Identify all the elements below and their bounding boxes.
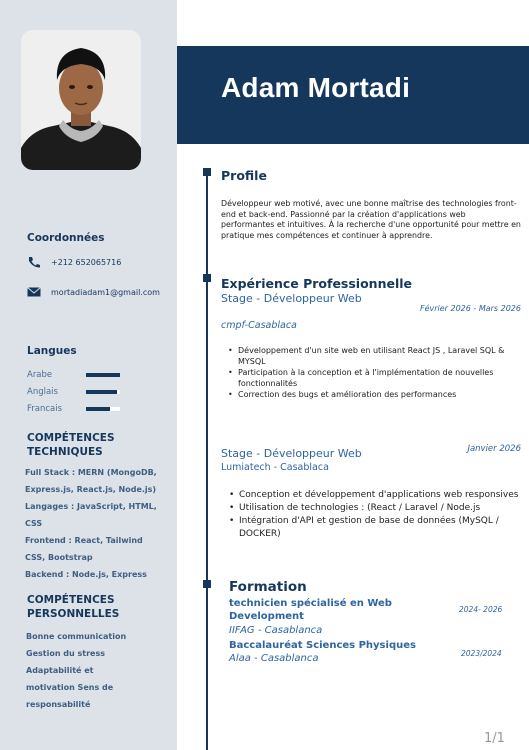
soft-skill-line: Bonne communication [26,632,127,641]
language-level-fill [86,373,120,377]
phone-number: +212 652065716 [51,257,122,267]
language-level-fill [86,407,110,411]
tech-skill-line: Langages : JavaScript, HTML, [25,502,157,511]
envelope-icon [27,286,41,298]
tech-skill-line: Backend : Node.js, Express [25,570,147,579]
language-item [27,404,157,416]
bullet-item: • Conception et développement d'applications web responsives [229,489,522,502]
degree-date: 2023/2024 [461,649,502,658]
bullet-item: • Intégration d'API et gestion de base de données (MySQL / DOCKER) [229,515,522,541]
language-level-bar [86,390,120,394]
phone-row [27,256,121,268]
soft-skill-line: motivation Sens de [26,683,114,692]
degree-title: technicien spécialisé en Web Development [229,598,392,622]
tech-skill-line: Frontend : React, Tailwind [25,536,143,545]
job-date: Février 2026 - Mars 2026 [419,304,521,313]
language-label: Arabe [27,370,53,380]
soft-skill-line: Adaptabilité et [26,666,94,675]
bullet-item: • Développement d'un site web en utilisant React JS , Laravel SQL & MYSQL [228,345,522,367]
job-company: Lumiatech - Casablaca [221,462,329,473]
job-title: Stage - Développeur Web [221,292,362,305]
bullet-item: • Correction des bugs et amélioration des performances [228,389,522,400]
language-item [27,370,157,382]
email-address[interactable]: mortadiadam1@gmail.com [51,287,160,297]
tech-skills-title: COMPÉTENCES TECHNIQUES [27,432,115,458]
timeline-marker [203,274,211,282]
soft-skills-list [26,628,166,713]
bullet-item: • Participation à la conception et à l'implémentation de nouvelles fonctionnalités [228,367,522,389]
education-title: Formation [229,579,307,595]
email-row [27,286,160,298]
timeline-line [206,172,208,750]
degree-school: Alaa - Casablanca [229,653,319,664]
tech-skills-list [25,464,175,583]
tech-skill-line: CSS [25,519,43,528]
degree-date: 2024- 2026 [459,605,503,614]
job-company: cmpf-Casablaca [221,320,297,331]
degree-title: Baccalauréat Sciences Physiques [229,640,416,651]
candidate-name: Adam Mortadi [221,72,411,103]
timeline-marker [203,580,211,588]
profile-photo [21,30,141,170]
profile-title: Profile [221,168,267,183]
job-title: Stage - Développeur Web [221,447,362,460]
page-indicator: 1/1 [484,731,505,746]
tech-skill-line: CSS, Bootstrap [25,553,93,562]
degree-school: IIFAG - Casablanca [229,625,323,636]
language-label: Anglais [27,387,58,397]
bullet-item: • Utilisation de technologies : (React / Laravel / Node.js [229,502,522,515]
language-label: Francais [27,404,63,414]
soft-skill-line: responsabilité [26,700,91,709]
language-level-fill [86,390,117,394]
language-level-bar [86,407,120,411]
tech-skill-line: Full Stack : MERN (MongoDB, [25,468,157,477]
languages-title: Langues [27,345,77,357]
timeline-marker [203,168,211,176]
experience-title: Expérience Professionnelle [221,276,412,291]
job-date: Janvier 2026 [467,444,521,454]
profile-text: Développeur web motivé, avec une bonne maîtrise des technologies front-end et back-end. Passionné par la création d'applications web performantes et intuitives. À la recherche d'une opportunité pour mettre en pratique mes compétences et continuer à apprendre. [221,199,521,240]
language-item [27,387,157,399]
job-bullets [229,489,522,541]
phone-icon [27,256,41,268]
contact-title: Coordonnées [27,232,105,244]
soft-skill-line: Gestion du stress [26,649,105,658]
job-bullets [228,345,522,400]
language-level-bar [86,373,120,377]
tech-skill-line: Express.js, React.js, Node.js) [25,485,157,494]
soft-skills-title: COMPÉTENCES PERSONNELLES [27,594,120,620]
